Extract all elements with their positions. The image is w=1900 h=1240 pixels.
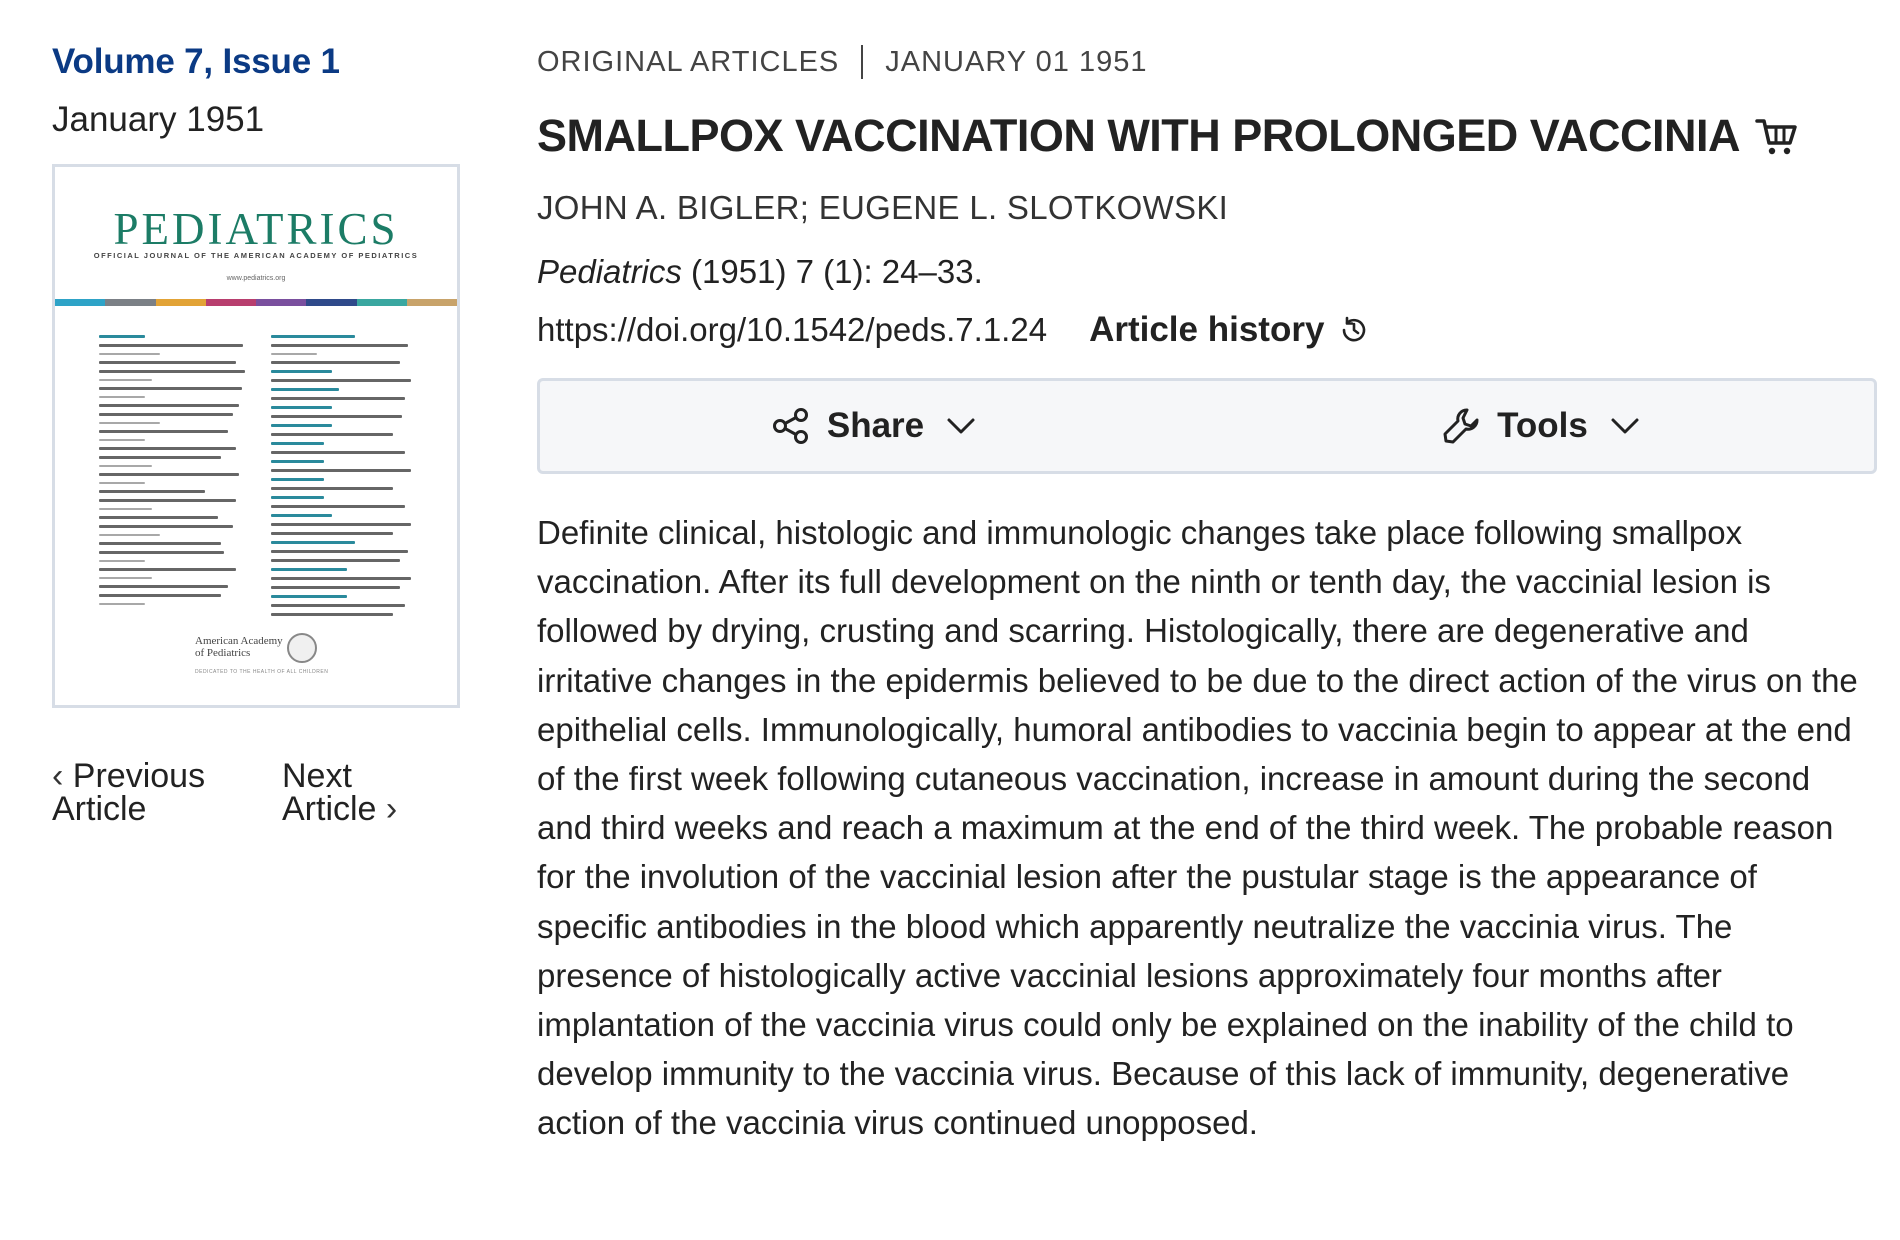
- issue-sidebar: [52, 40, 492, 828]
- cover-toc-line: [271, 505, 405, 508]
- cover-toc-line: [271, 451, 405, 454]
- cover-toc-line: [99, 361, 236, 364]
- cover-toc-line: [271, 353, 317, 355]
- cover-toc-right: [271, 335, 423, 622]
- chevron-left-icon: ‹: [52, 757, 64, 795]
- article-authors[interactable]: JOHN A. BIGLER; EUGENE L. SLOTKOWSKI: [537, 189, 1229, 226]
- cover-toc-line: [271, 568, 347, 571]
- article-title: SMALLPOX VACCINATION WITH PROLONGED VACCINIA: [537, 110, 1740, 161]
- share-button[interactable]: [540, 406, 1207, 446]
- cover-toc-line: [99, 335, 145, 338]
- cover-toc-line: [271, 577, 411, 580]
- cover-color-stripe: [55, 299, 457, 306]
- tools-label: Tools: [1497, 406, 1588, 445]
- cover-toc-line: [271, 496, 324, 499]
- cover-toc-line: [271, 532, 393, 535]
- journal-cover-image[interactable]: [52, 164, 460, 708]
- cover-journal-name: PEDIATRICS: [113, 204, 399, 254]
- cover-toc-line: [271, 604, 405, 607]
- cover-toc-line: [271, 415, 402, 418]
- cover-toc-line: [99, 404, 239, 407]
- issue-date: January 1951: [52, 100, 265, 139]
- cover-toc-line: [271, 523, 411, 526]
- cover-toc-line: [99, 525, 233, 528]
- cover-toc-line: [99, 499, 236, 502]
- cover-toc-line: [99, 465, 152, 467]
- article-section[interactable]: ORIGINAL ARTICLES: [537, 46, 840, 78]
- cover-toc-line: [271, 433, 393, 436]
- article-title-row: [537, 108, 1877, 164]
- cover-toc-line: [99, 568, 236, 571]
- cover-publisher-tagline: DEDICATED TO THE HEALTH OF ALL CHILDREN: [195, 669, 329, 675]
- cover-toc-line: [271, 344, 408, 347]
- chevron-right-icon: ›: [385, 790, 398, 828]
- clock-history-icon: [1338, 314, 1370, 346]
- cover-toc-line: [99, 482, 145, 484]
- cover-toc-line: [99, 344, 243, 347]
- cover-toc-left: [99, 335, 251, 622]
- cover-toc-line: [271, 388, 339, 391]
- cover-publisher: [195, 635, 283, 659]
- citation-journal: Pediatrics: [537, 253, 682, 290]
- cover-publisher-line1: American Academy: [195, 635, 283, 647]
- tools-button[interactable]: [1207, 406, 1874, 446]
- cover-stripe-segment: [105, 299, 155, 306]
- cover-toc-line: [271, 406, 332, 409]
- previous-label: Previous: [72, 757, 206, 795]
- cover-toc-line: [271, 559, 400, 562]
- cover-toc-line: [99, 585, 228, 588]
- cover-toc-line: [271, 397, 405, 400]
- cover-toc-line: [99, 447, 236, 450]
- cover-toc-line: [99, 560, 145, 562]
- cover-toc-line: [99, 396, 145, 398]
- cover-toc-line: [271, 469, 411, 472]
- cover-stripe-segment: [206, 299, 256, 306]
- cover-toc-line: [99, 370, 245, 373]
- aap-seal-icon: [287, 633, 317, 663]
- cover-toc-line: [99, 422, 160, 424]
- article-history-button[interactable]: [1089, 308, 1370, 352]
- article-kicker: [537, 40, 1877, 84]
- share-icon: [771, 406, 811, 446]
- chevron-down-icon: [1610, 416, 1640, 436]
- chevron-down-icon: [946, 416, 976, 436]
- cover-toc-line: [99, 577, 152, 579]
- article-main: [537, 40, 1877, 1148]
- cover-toc-line: [99, 413, 233, 416]
- cover-toc-line: [271, 478, 324, 481]
- cover-toc-line: [99, 603, 145, 605]
- next-article-link[interactable]: [282, 757, 398, 828]
- cover-toc-line: [271, 613, 393, 616]
- cover-toc-line: [99, 379, 152, 381]
- article-citation: [537, 250, 1877, 294]
- cover-publisher-line2: of Pediatrics: [195, 647, 251, 659]
- cover-toc-line: [271, 541, 355, 544]
- cart-icon[interactable]: [1754, 113, 1800, 159]
- cover-toc-line: [99, 551, 224, 554]
- wrench-icon: [1441, 406, 1481, 446]
- cover-toc-line: [271, 595, 347, 598]
- cover-journal-subtitle: OFFICIAL JOURNAL OF THE AMERICAN ACADEMY OF PEDIATRICS: [93, 251, 419, 260]
- cover-toc-line: [99, 542, 221, 545]
- next-label-article: Article: [282, 790, 377, 828]
- cover-url: www.pediatrics.org: [226, 275, 286, 282]
- cover-stripe-segment: [156, 299, 206, 306]
- cover-toc-line: [99, 490, 205, 493]
- cover-toc-line: [271, 442, 324, 445]
- doi-link[interactable]: https://doi.org/10.1542/peds.7.1.24: [537, 311, 1048, 348]
- cover-toc-line: [99, 534, 160, 536]
- cover-toc-line: [271, 370, 332, 373]
- cover-toc-line: [271, 460, 324, 463]
- doi-row: [537, 308, 1877, 352]
- citation-details: (1951) 7 (1): 24–33.: [681, 253, 983, 290]
- cover-stripe-segment: [306, 299, 356, 306]
- cover-stripe-segment: [357, 299, 407, 306]
- share-label: Share: [826, 406, 925, 445]
- cover-toc-line: [99, 353, 160, 355]
- cover-toc-line: [271, 487, 393, 490]
- cover-stripe-segment: [256, 299, 306, 306]
- previous-article-link[interactable]: [52, 757, 282, 828]
- cover-stripe-segment: [55, 299, 105, 306]
- article-history-label: Article history: [1089, 310, 1325, 349]
- cover-toc-line: [99, 439, 145, 441]
- cover-toc-line: [271, 379, 411, 382]
- cover-toc-line: [99, 516, 218, 519]
- cover-toc-line: [271, 586, 400, 589]
- cover-toc-line: [99, 430, 228, 433]
- cover-toc-line: [99, 387, 242, 390]
- cover-toc-line: [99, 456, 221, 459]
- cover-toc-line: [271, 335, 355, 338]
- cover-toc-line: [271, 514, 332, 517]
- cover-toc-line: [99, 508, 152, 510]
- cover-toc-line: [271, 361, 400, 364]
- article-abstract: Definite clinical, histologic and immunologic changes take place following smallpox vaccination. After its full development on the ninth or tenth day, the vaccinial lesion is followed by drying, crusting and scarring. Histologically, there are degenerative and irritative changes in the epidermis believed to be due to the direct action of the virus on the epithelial cells. Immunologically, humoral antibodies to vaccinia begin to appear at the end of the first week following cutaneous vaccination, increase in amount during the second and third weeks and reach a maximum at the end of the third week. The probable reason for the involution of the vaccinial lesion after the pustular stage is the appearance of specific antibodies in the blood which apparently neutralize the vaccinia virus. The presence of histologically active vaccinial lesions approximately four months after implantation of the vaccinia virus could only be explained on the inability of the child to develop immunity to the vaccinia virus. Because of this lack of immunity, degenerative action of the vaccinia virus continued unopposed.: [537, 514, 1858, 1142]
- cover-toc-line: [99, 473, 239, 476]
- article-navigation: [52, 757, 472, 828]
- cover-toc-line: [271, 550, 408, 553]
- cover-toc-line: [99, 594, 221, 597]
- next-label: Next: [282, 757, 352, 795]
- cover-stripe-segment: [407, 299, 457, 306]
- previous-label-article: Article: [52, 790, 147, 828]
- cover-toc-line: [271, 424, 332, 427]
- cover-toc: [99, 335, 423, 622]
- article-date: JANUARY 01 1951: [885, 46, 1148, 78]
- issue-link[interactable]: Volume 7, Issue 1: [52, 42, 340, 81]
- article-toolbar: [537, 378, 1877, 474]
- kicker-divider: [861, 45, 863, 79]
